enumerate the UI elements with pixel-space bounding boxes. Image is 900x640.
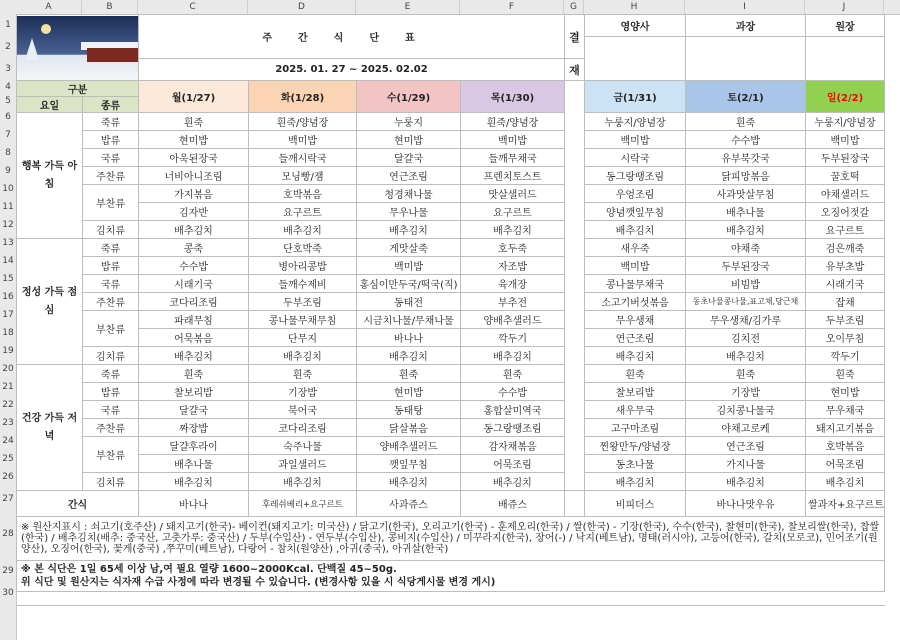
spacer-cell (565, 419, 585, 437)
dish-item[interactable]: 부추전 (461, 293, 565, 311)
dish-item[interactable]: 무우채국 (806, 401, 885, 419)
dish-item[interactable]: 호박볶음 (249, 185, 357, 203)
dish-item[interactable]: 오이무침 (806, 329, 885, 347)
dish-item[interactable]: 병아리콩밥 (249, 257, 357, 275)
approver-title: 영양사 (585, 15, 686, 37)
dish-item[interactable]: 흰죽 (686, 113, 806, 131)
dish-category: 주찬류 (83, 293, 139, 311)
dish-item[interactable]: 시래기국 (806, 275, 885, 293)
dish-category: 김치류 (83, 473, 139, 491)
dish-item[interactable]: 우엉조림 (585, 185, 686, 203)
menu-grid (16, 14, 900, 640)
spacer-cell (565, 473, 585, 491)
row-number[interactable]: 24 (2, 436, 14, 446)
meal-label: 건강 가득 저녁 (17, 365, 83, 491)
row-number[interactable]: 23 (2, 418, 14, 428)
dish-item[interactable]: 야채샐러드 (806, 185, 885, 203)
dish-item[interactable]: 기장밥 (249, 383, 357, 401)
spacer-cell (565, 293, 585, 311)
dish-item[interactable]: 단호박죽 (249, 239, 357, 257)
row-number[interactable]: 30 (2, 588, 14, 598)
dish-item[interactable]: 두부조림 (249, 293, 357, 311)
dish-item[interactable]: 수수밥 (461, 383, 565, 401)
spacer-cell (565, 221, 585, 239)
day-header: 수(1/29) (357, 81, 461, 113)
spacer-cell (565, 329, 585, 347)
dish-item[interactable]: 동그랑땡조림 (461, 419, 565, 437)
dish-item[interactable]: 단무지 (249, 329, 357, 347)
dish-item[interactable]: 동초나물콩나물,표고채,당근채 (686, 293, 806, 311)
snack-label: 간식 (17, 491, 139, 517)
dish-item[interactable]: 흰죽 (139, 365, 249, 383)
column-header-a[interactable]: A (16, 0, 82, 14)
dish-item[interactable]: 홍심이만두국/떡국(직) (357, 275, 461, 293)
dish-item[interactable]: 어묵조림 (461, 455, 565, 473)
dish-item[interactable]: 현미밥 (806, 383, 885, 401)
dish-item[interactable]: 모닝빵/잼 (249, 167, 357, 185)
dish-item[interactable]: 아욱된장국 (139, 149, 249, 167)
dish-item[interactable]: 수수밥 (139, 257, 249, 275)
dish-item[interactable]: 들깨수제비 (249, 275, 357, 293)
dish-item[interactable]: 시래기국 (139, 275, 249, 293)
row-number[interactable]: 27 (2, 494, 14, 504)
row-number[interactable]: 7 (5, 130, 11, 140)
dish-item[interactable]: 너비아니조림 (139, 167, 249, 185)
spacer-cell (565, 131, 585, 149)
dish-item[interactable]: 시락국 (585, 149, 686, 167)
dish-category: 죽류 (83, 365, 139, 383)
dish-category: 죽류 (83, 113, 139, 131)
day-header: 금(1/31) (585, 81, 686, 113)
dish-item[interactable]: 시금치나물/무채나물 (357, 311, 461, 329)
row-number[interactable]: 19 (2, 346, 14, 356)
spacer-cell (565, 275, 585, 293)
row-number[interactable]: 15 (2, 274, 14, 284)
dish-item[interactable]: 배추김치 (461, 221, 565, 239)
dish-item[interactable]: 가지나물 (686, 455, 806, 473)
menu-title: 주간식단표 (139, 15, 565, 59)
dish-item[interactable]: 자조밥 (461, 257, 565, 275)
row-number[interactable]: 5 (5, 96, 11, 106)
dish-item[interactable]: 현미밥 (357, 383, 461, 401)
dish-item[interactable]: 흰죽/양념장 (249, 113, 357, 131)
dish-item[interactable]: 들깨시락국 (249, 149, 357, 167)
dish-item[interactable]: 흰죽/양념장 (461, 113, 565, 131)
legend-group: 구분 (17, 81, 139, 97)
day-header: 토(2/1) (686, 81, 806, 113)
day-header: 화(1/28) (249, 81, 357, 113)
dish-item[interactable]: 배추김치 (686, 221, 806, 239)
dish-item[interactable]: 백미밥 (806, 131, 885, 149)
column-header-h[interactable]: H (584, 0, 685, 14)
dish-item[interactable]: 새우죽 (585, 239, 686, 257)
dish-item[interactable]: 김자반 (139, 203, 249, 221)
row-number[interactable]: 9 (5, 166, 11, 176)
dish-item[interactable]: 배추김치 (357, 347, 461, 365)
spacer-cell (565, 239, 585, 257)
dish-item[interactable]: 새우무국 (585, 401, 686, 419)
dish-item[interactable]: 맛살샐러드 (461, 185, 565, 203)
dish-category: 국류 (83, 275, 139, 293)
dish-item[interactable]: 백미밥 (461, 131, 565, 149)
dish-item[interactable]: 백미밥 (585, 131, 686, 149)
spacer-cell (565, 113, 585, 131)
dish-item[interactable]: 배추김치 (806, 473, 885, 491)
dish-category: 국류 (83, 149, 139, 167)
spacer-cell (565, 491, 585, 517)
dish-item[interactable]: 호두죽 (461, 239, 565, 257)
dish-item[interactable]: 배추김치 (249, 221, 357, 239)
dish-item[interactable]: 깍두기 (806, 347, 885, 365)
dish-item[interactable]: 무우생채/김가루 (686, 311, 806, 329)
row-number[interactable]: 3 (5, 64, 11, 74)
spacer-cell (565, 437, 585, 455)
dish-item[interactable]: 연근조림 (686, 437, 806, 455)
empty-row (17, 592, 885, 606)
dish-item[interactable]: 닭피망볶음 (686, 167, 806, 185)
meal-label: 행복 가득 아침 (17, 113, 83, 239)
dish-item[interactable]: 배추김치 (585, 473, 686, 491)
dish-item[interactable]: 배추김치 (357, 473, 461, 491)
dish-category: 밥류 (83, 383, 139, 401)
dish-item[interactable]: 동초나물 (585, 455, 686, 473)
dish-category: 부찬류 (83, 185, 139, 221)
dish-item[interactable]: 흰죽 (585, 365, 686, 383)
dish-item[interactable]: 누룽지/양념장 (806, 113, 885, 131)
dish-item[interactable]: 동그랑땡조림 (585, 167, 686, 185)
dish-item[interactable]: 돼지고기볶음 (806, 419, 885, 437)
row-number[interactable]: 29 (2, 566, 14, 576)
dish-item[interactable]: 콩나물무채국 (585, 275, 686, 293)
dish-item[interactable]: 현미밥 (357, 131, 461, 149)
approver-signature-box[interactable] (585, 37, 686, 81)
dish-item[interactable]: 연근조림 (357, 167, 461, 185)
row-number[interactable]: 28 (2, 529, 14, 539)
dish-item[interactable]: 김치전 (686, 329, 806, 347)
dish-item[interactable]: 오징어젓갈 (806, 203, 885, 221)
row-number[interactable]: 17 (2, 310, 14, 320)
snack-item[interactable]: 사과쥬스 (357, 491, 461, 517)
dish-item[interactable]: 두부조림 (806, 311, 885, 329)
dish-category: 주찬류 (83, 167, 139, 185)
day-header: 일(2/2) (806, 81, 885, 113)
header-picture-cell (17, 15, 139, 81)
dish-item[interactable]: 짜장밥 (139, 419, 249, 437)
dish-item[interactable]: 바나나 (357, 329, 461, 347)
dish-item[interactable]: 달걀후라이 (139, 437, 249, 455)
dish-item[interactable]: 배추나물 (686, 203, 806, 221)
dish-item[interactable]: 잡채 (806, 293, 885, 311)
legend-kind: 종류 (83, 97, 139, 113)
dish-item[interactable]: 백미밥 (585, 257, 686, 275)
column-header-bar (0, 0, 900, 15)
spacer-cell (565, 365, 585, 383)
dish-category: 죽류 (83, 239, 139, 257)
row-number[interactable]: 20 (2, 364, 14, 374)
dish-item[interactable]: 코다리조림 (139, 293, 249, 311)
dish-item[interactable]: 육개장 (461, 275, 565, 293)
dish-item[interactable]: 흰죽 (139, 113, 249, 131)
day-header: 월(1/27) (139, 81, 249, 113)
row-number[interactable]: 14 (2, 256, 14, 266)
dish-item[interactable]: 배추김치 (686, 473, 806, 491)
column-header-d[interactable]: D (248, 0, 356, 14)
dish-item[interactable]: 숙주나물 (249, 437, 357, 455)
dish-item[interactable]: 양념깻잎무침 (585, 203, 686, 221)
column-header-i[interactable]: I (685, 0, 805, 14)
approver-signature-box[interactable] (686, 37, 806, 81)
weekly-menu-table (16, 14, 885, 606)
dish-item[interactable]: 배추김치 (585, 347, 686, 365)
meal-label: 정성 가득 점심 (17, 239, 83, 365)
legend-meal: 요일 (17, 97, 83, 113)
dish-item[interactable]: 청경채나물 (357, 185, 461, 203)
approval-label-1: 결 (565, 15, 585, 59)
spacer-cell (565, 347, 585, 365)
dish-item[interactable]: 찰보리밥 (585, 383, 686, 401)
spacer-cell (565, 455, 585, 473)
spacer-cell (565, 167, 585, 185)
dish-item[interactable]: 두부된장국 (686, 257, 806, 275)
dish-item[interactable]: 가지볶음 (139, 185, 249, 203)
dish-item[interactable]: 백미밥 (249, 131, 357, 149)
dish-item[interactable]: 배추김치 (139, 347, 249, 365)
dish-item[interactable]: 홍합살미역국 (461, 401, 565, 419)
origin-notice: ※ 원산지표시 : 쇠고기(호주산) / 돼지고기(한국)- 베이컨(돼지고기: 미국산) / 닭고기(한국), 오리고기(한국) - 훈제오리(한국) / 쌀(한국) - 기장(한국), 수수(한국), 찰현미(한국), 찰보리쌀(한국), 찹쌀(한국) / 배추김치(배추: 중국산, 고춧가루: 중국산) / 두부(수입산) - 연두부(수입산), 콩비지(수입산) / 미꾸라지(한국), 장어(-) / 낙지(베트남), 명태(러시아), 고등어(한국), 갈치(모로코), 민어조기(원양산), 오징어(한국), 꽃게(중국) ,쭈꾸미(베트남), 다랑어 - 참치(원양산) ,아귀(중국), 아귀살(한국) (17, 517, 885, 561)
snack-item[interactable]: 비피더스 (585, 491, 686, 517)
dish-category: 부찬류 (83, 311, 139, 347)
dish-item[interactable]: 과일샐러드 (249, 455, 357, 473)
policy-line-1: ※ 본 식단은 1일 65세 이상 남,여 필요 열량 1600~2000Kcal. 단백질 45~50g. (21, 564, 397, 575)
snack-item[interactable]: 바나나맛우유 (686, 491, 806, 517)
row-number[interactable]: 25 (2, 454, 14, 464)
dish-item[interactable]: 누룽지 (357, 113, 461, 131)
dish-item[interactable]: 배추김치 (139, 221, 249, 239)
dish-item[interactable]: 깍두기 (461, 329, 565, 347)
column-header-f[interactable]: F (460, 0, 564, 14)
dish-item[interactable]: 흰죽 (357, 365, 461, 383)
dish-item[interactable]: 누룽지/양념장 (585, 113, 686, 131)
dish-category: 주찬류 (83, 419, 139, 437)
dish-item[interactable]: 야채고로케 (686, 419, 806, 437)
snack-item[interactable]: 바나나 (139, 491, 249, 517)
dish-category: 밥류 (83, 131, 139, 149)
dish-item[interactable]: 배추김치 (249, 473, 357, 491)
dish-item[interactable]: 검은깨죽 (806, 239, 885, 257)
dish-item[interactable]: 무우나물 (357, 203, 461, 221)
dish-item[interactable]: 배추김치 (461, 473, 565, 491)
dish-item[interactable]: 달걀국 (357, 149, 461, 167)
dish-item[interactable]: 배추김치 (357, 221, 461, 239)
dish-item[interactable]: 고구마조림 (585, 419, 686, 437)
row-number[interactable]: 18 (2, 328, 14, 338)
dish-item[interactable]: 꿀호떡 (806, 167, 885, 185)
column-header-j[interactable]: J (805, 0, 884, 14)
dish-item[interactable]: 콩죽 (139, 239, 249, 257)
snack-item[interactable]: 쌀과자+요구르트 (806, 491, 885, 517)
dish-item[interactable]: 달걀국 (139, 401, 249, 419)
snack-item[interactable]: 배쥬스 (461, 491, 565, 517)
column-header-e[interactable]: E (356, 0, 460, 14)
row-number[interactable]: 26 (2, 472, 14, 482)
dish-item[interactable]: 감자채볶음 (461, 437, 565, 455)
dish-item[interactable]: 깻잎무침 (357, 455, 461, 473)
dish-item[interactable]: 백미밥 (357, 257, 461, 275)
spacer-cell (565, 311, 585, 329)
row-number-bar (0, 14, 17, 640)
dish-item[interactable]: 게맛살죽 (357, 239, 461, 257)
spacer-cell (565, 383, 585, 401)
dish-category: 김치류 (83, 221, 139, 239)
dish-item[interactable]: 콩나물무채무침 (249, 311, 357, 329)
dish-item[interactable]: 들깨무채국 (461, 149, 565, 167)
policy-line-2: 위 식단 및 원산지는 식자재 수급 사정에 따라 변경될 수 있습니다. (변경사항 있을 시 식당게시물 변경 게시) (21, 577, 496, 588)
dish-item[interactable]: 요구르트 (249, 203, 357, 221)
dish-item[interactable]: 찰보리밥 (139, 383, 249, 401)
dish-item[interactable]: 코다리조림 (249, 419, 357, 437)
approver-signature-box[interactable] (806, 37, 885, 81)
dish-item[interactable]: 소고기버섯볶음 (585, 293, 686, 311)
dish-item[interactable]: 배추김치 (461, 347, 565, 365)
policy-notice (17, 561, 885, 592)
menu-date-range: 2025. 01. 27 ~ 2025. 02.02 (139, 59, 565, 81)
dish-category: 국류 (83, 401, 139, 419)
spacer-cell (565, 185, 585, 203)
row-number[interactable]: 4 (5, 82, 11, 92)
dish-item[interactable]: 어묵조림 (806, 455, 885, 473)
dish-item[interactable]: 유부초밥 (806, 257, 885, 275)
dish-item[interactable]: 흰죽 (686, 365, 806, 383)
dish-item[interactable]: 배추김치 (249, 347, 357, 365)
dish-item[interactable]: 프렌치토스트 (461, 167, 565, 185)
approval-label-2: 재 (565, 59, 585, 81)
dish-item[interactable]: 기장밥 (686, 383, 806, 401)
dish-item[interactable]: 동태전 (357, 293, 461, 311)
dish-item[interactable]: 찐왕만두/양념장 (585, 437, 686, 455)
column-header-g[interactable]: G (564, 0, 584, 14)
day-header: 목(1/30) (461, 81, 565, 113)
dish-item[interactable]: 동태탕 (357, 401, 461, 419)
dish-item[interactable]: 흰죽 (249, 365, 357, 383)
dish-item[interactable]: 배추나물 (139, 455, 249, 473)
dish-category: 부찬류 (83, 437, 139, 473)
winter-house-image (17, 16, 138, 80)
dish-item[interactable]: 흰죽 (806, 365, 885, 383)
spacer-cell (565, 401, 585, 419)
row-number[interactable]: 12 (2, 220, 14, 230)
dish-item[interactable]: 현미밥 (139, 131, 249, 149)
spacer-cell (565, 203, 585, 221)
spacer-cell (565, 257, 585, 275)
dish-item[interactable]: 김치콩나물국 (686, 401, 806, 419)
dish-item[interactable]: 배추김치 (139, 473, 249, 491)
dish-item[interactable]: 배추김치 (585, 221, 686, 239)
dish-item[interactable]: 연근조림 (585, 329, 686, 347)
row-number[interactable]: 22 (2, 400, 14, 410)
column-header-c[interactable]: C (138, 0, 248, 14)
dish-item[interactable]: 사과맛살무침 (686, 185, 806, 203)
dish-item[interactable]: 비빔밥 (686, 275, 806, 293)
dish-item[interactable]: 어묵볶음 (139, 329, 249, 347)
dish-item[interactable]: 파래무침 (139, 311, 249, 329)
dish-item[interactable]: 수수밥 (686, 131, 806, 149)
dish-item[interactable]: 야채죽 (686, 239, 806, 257)
dish-item[interactable]: 요구르트 (806, 221, 885, 239)
dish-item[interactable]: 닭살볶음 (357, 419, 461, 437)
row-number[interactable]: 13 (2, 238, 14, 248)
column-header-b[interactable]: B (82, 0, 138, 14)
dish-item[interactable]: 양배추샐러드 (461, 311, 565, 329)
row-number[interactable]: 1 (5, 20, 11, 30)
row-number[interactable]: 8 (5, 148, 11, 158)
approver-title: 원장 (806, 15, 885, 37)
dish-item[interactable]: 배추김치 (686, 347, 806, 365)
row-number[interactable]: 10 (2, 184, 14, 194)
dish-category: 밥류 (83, 257, 139, 275)
row-number[interactable]: 11 (2, 202, 14, 212)
approver-title: 과장 (686, 15, 806, 37)
spacer-cell (565, 149, 585, 167)
dish-item[interactable]: 북어국 (249, 401, 357, 419)
dish-item[interactable]: 양배추샐러드 (357, 437, 461, 455)
dish-item[interactable]: 호박볶음 (806, 437, 885, 455)
spacer-cell (565, 81, 585, 113)
row-number[interactable]: 6 (5, 112, 11, 122)
row-number[interactable]: 2 (5, 42, 11, 52)
row-number[interactable]: 21 (2, 382, 14, 392)
dish-item[interactable]: 무우생채 (585, 311, 686, 329)
dish-item[interactable]: 요구르트 (461, 203, 565, 221)
dish-item[interactable]: 흰죽 (461, 365, 565, 383)
dish-item[interactable]: 두부된장국 (806, 149, 885, 167)
snack-item[interactable]: 후레쉬베리+요구르트 (249, 491, 357, 517)
dish-category: 김치류 (83, 347, 139, 365)
dish-item[interactable]: 유부북갓국 (686, 149, 806, 167)
row-number[interactable]: 16 (2, 292, 14, 302)
